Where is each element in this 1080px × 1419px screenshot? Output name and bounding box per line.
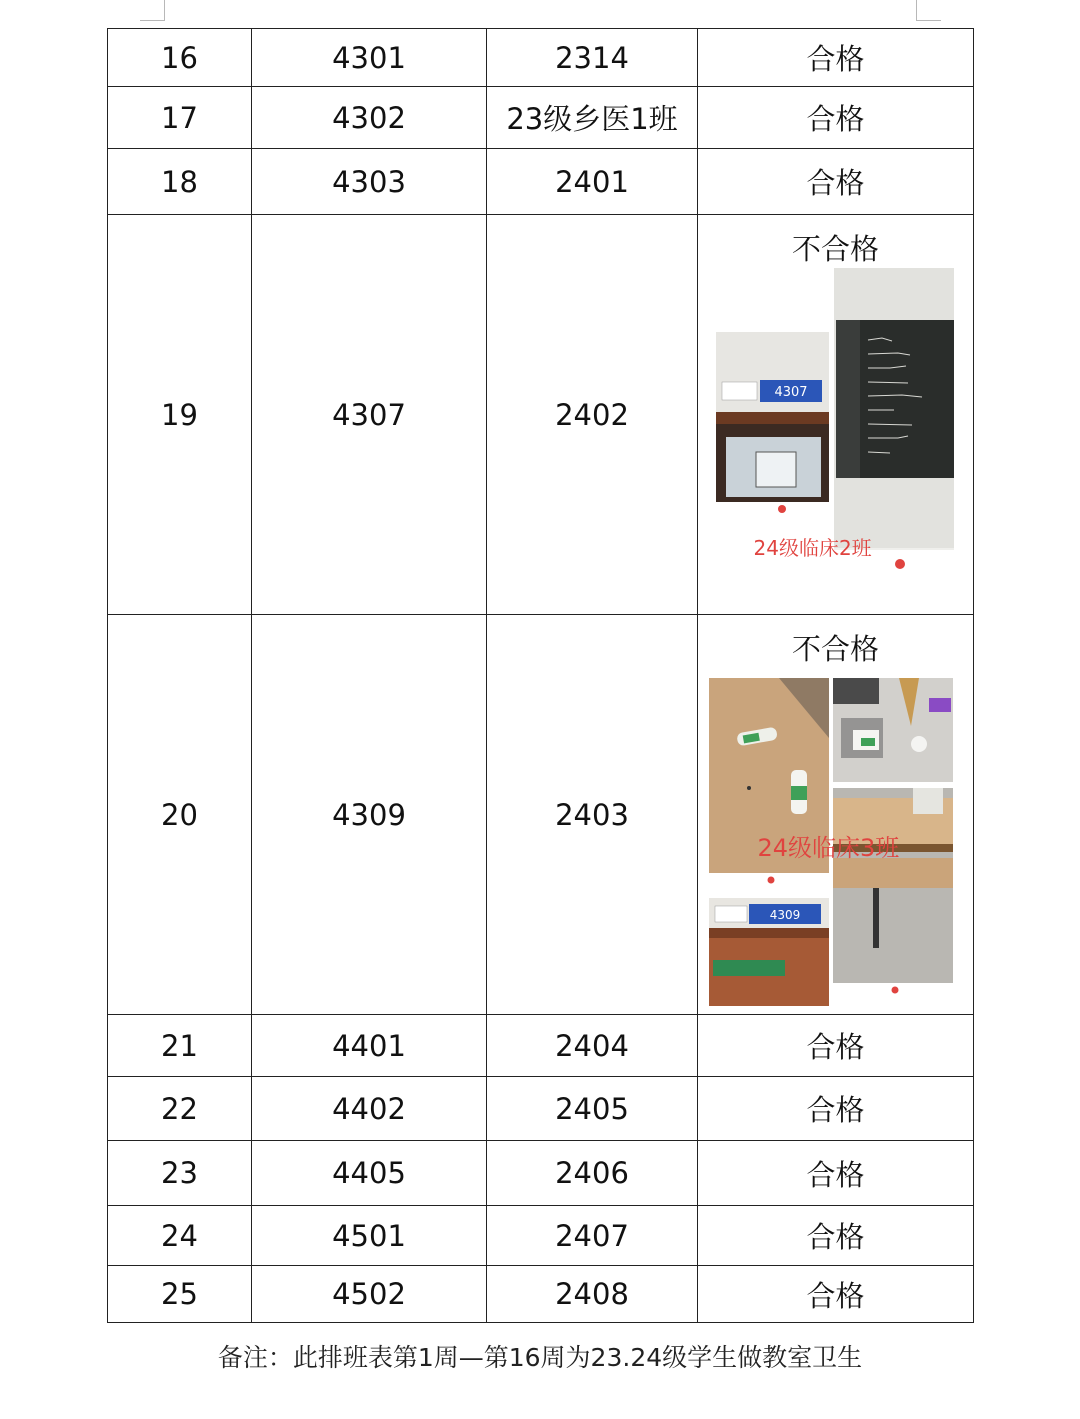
door-sign-text: 4309 xyxy=(769,908,800,922)
room-number: 4405 xyxy=(252,1141,487,1206)
room-number: 4402 xyxy=(252,1077,487,1141)
room-number: 4303 xyxy=(252,149,487,215)
table-row xyxy=(108,1266,974,1323)
row-number: 22 xyxy=(108,1077,252,1141)
row-number: 21 xyxy=(108,1015,252,1077)
photo-door-sign[interactable] xyxy=(709,898,829,1006)
photo-floor-trash[interactable] xyxy=(833,678,953,782)
room-number: 4302 xyxy=(252,87,487,149)
class-name: 2408 xyxy=(487,1266,698,1323)
row-number: 20 xyxy=(108,615,252,1015)
class-name: 2405 xyxy=(487,1077,698,1141)
room-number: 4501 xyxy=(252,1206,487,1266)
door-sign-text: 4307 xyxy=(773,385,808,400)
photo-door-sign[interactable] xyxy=(716,332,829,517)
remark-note: 备注：此排班表第1周—第16周为23.24级学生做教室卫生 xyxy=(217,1343,863,1372)
inspection-result-with-photos xyxy=(698,615,974,1015)
evidence-photos xyxy=(706,278,966,614)
row-number: 17 xyxy=(108,87,252,149)
room-number: 4401 xyxy=(252,1015,487,1077)
inspection-result: 合格 xyxy=(698,1266,974,1323)
inspection-result: 合格 xyxy=(698,1206,974,1266)
class-name: 2407 xyxy=(487,1206,698,1266)
evidence-photos xyxy=(706,678,966,1014)
class-name: 2402 xyxy=(487,215,698,615)
row-number: 16 xyxy=(108,29,252,87)
class-name: 2403 xyxy=(487,615,698,1015)
inspection-result: 合格 xyxy=(698,87,974,149)
class-name: 2314 xyxy=(487,29,698,87)
inspection-result: 合格 xyxy=(698,149,974,215)
table-row xyxy=(108,615,974,1015)
table-row xyxy=(108,1141,974,1206)
page-corner-mark-right xyxy=(916,0,941,21)
inspection-result: 合格 xyxy=(698,1141,974,1206)
table-row xyxy=(108,215,974,615)
class-name: 2404 xyxy=(487,1015,698,1077)
inspection-result: 不合格 xyxy=(791,632,879,666)
table-row xyxy=(108,149,974,215)
row-number: 24 xyxy=(108,1206,252,1266)
room-number: 4307 xyxy=(252,215,487,615)
room-number: 4502 xyxy=(252,1266,487,1323)
row-number: 25 xyxy=(108,1266,252,1323)
page-corner-mark-left xyxy=(140,0,165,21)
inspection-result: 合格 xyxy=(698,1077,974,1141)
photo-caption: 24级临床2班 xyxy=(753,536,872,560)
row-number: 19 xyxy=(108,215,252,615)
photo-caption: 24级临床3班 xyxy=(757,834,900,862)
class-name: 2401 xyxy=(487,149,698,215)
row-number: 18 xyxy=(108,149,252,215)
room-number: 4301 xyxy=(252,29,487,87)
table-row xyxy=(108,29,974,87)
table-row xyxy=(108,1077,974,1141)
room-number: 4309 xyxy=(252,615,487,1015)
class-name: 2406 xyxy=(487,1141,698,1206)
inspection-result-with-photos xyxy=(698,215,974,615)
row-number: 23 xyxy=(108,1141,252,1206)
inspection-table xyxy=(107,28,974,1323)
inspection-result: 不合格 xyxy=(791,232,879,266)
photo-desks-row[interactable] xyxy=(833,788,953,998)
inspection-result: 合格 xyxy=(698,29,974,87)
table-row xyxy=(108,87,974,149)
class-name: 23级乡医1班 xyxy=(487,87,698,149)
inspection-result: 合格 xyxy=(698,1015,974,1077)
table-row xyxy=(108,1015,974,1077)
table-row xyxy=(108,1206,974,1266)
